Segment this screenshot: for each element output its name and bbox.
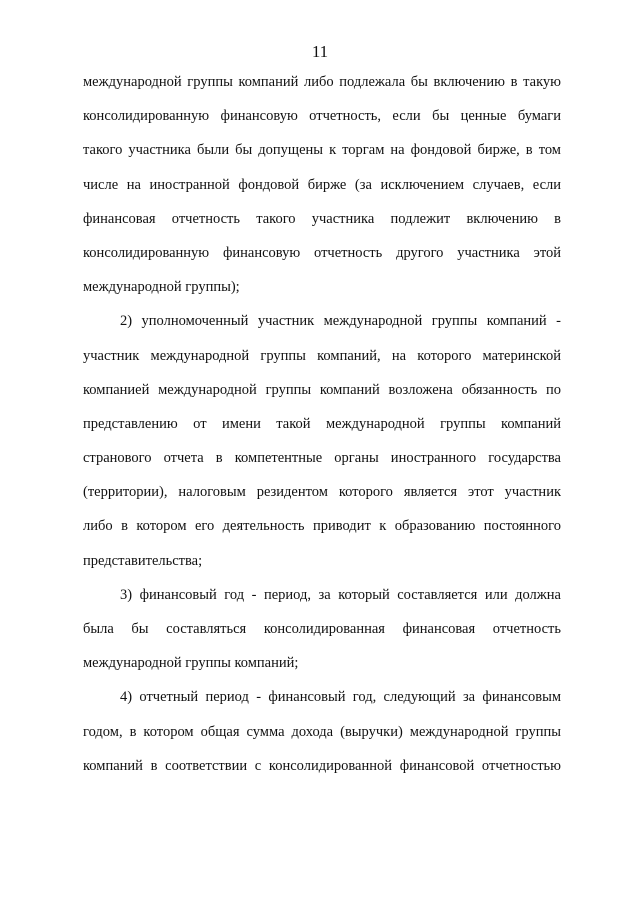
text-line: 4) отчетный период - финансовый год, следующий за финансовым — [120, 689, 561, 706]
text-line: компанией международной группы компаний возложена обязанность по — [83, 381, 561, 398]
text-line: представительства; — [83, 552, 203, 569]
text-line: такого участника были бы допущены к торгам на фондовой бирже, в том — [83, 142, 561, 159]
text-line: 2) уполномоченный участник международной группы компаний - — [120, 313, 561, 330]
text-line: (территории), налоговым резидентом которого является этот участник — [83, 484, 561, 501]
text-line: либо в котором его деятельность приводит к образованию постоянного — [83, 518, 561, 535]
page-number: 11 — [311, 42, 329, 61]
document-body — [83, 72, 561, 790]
text-line: годом, в котором общая сумма дохода (выручки) международной группы — [83, 723, 561, 740]
text-line: международной группы компаний либо подлежала бы включению в такую — [83, 74, 561, 90]
text-line: компаний в соответствии с консолидированной финансовой отчетностью — [83, 757, 561, 774]
text-line: консолидированную финансовую отчетность другого участника этой — [83, 244, 561, 261]
text-line: 3) финансовый год - период, за который составляется или должна — [120, 586, 561, 603]
text-line: была бы составляться консолидированная финансовая отчетность — [83, 621, 561, 637]
text-line: консолидированную финансовую отчетность, если бы ценные бумаги — [83, 108, 561, 125]
text-line: числе на иностранной фондовой бирже (за исключением случаев, если — [83, 176, 561, 193]
text-line: финансовая отчетность такого участника подлежит включению в — [83, 210, 561, 227]
text-line: странового отчета в компетентные органы иностранного государства — [83, 450, 561, 467]
text-line: представлению от имени такой международной группы компаний — [83, 415, 561, 432]
text-line: международной группы компаний; — [83, 655, 299, 672]
text-line: участник международной группы компаний, на которого материнской — [83, 347, 561, 364]
text-line: международной группы); — [83, 279, 240, 296]
